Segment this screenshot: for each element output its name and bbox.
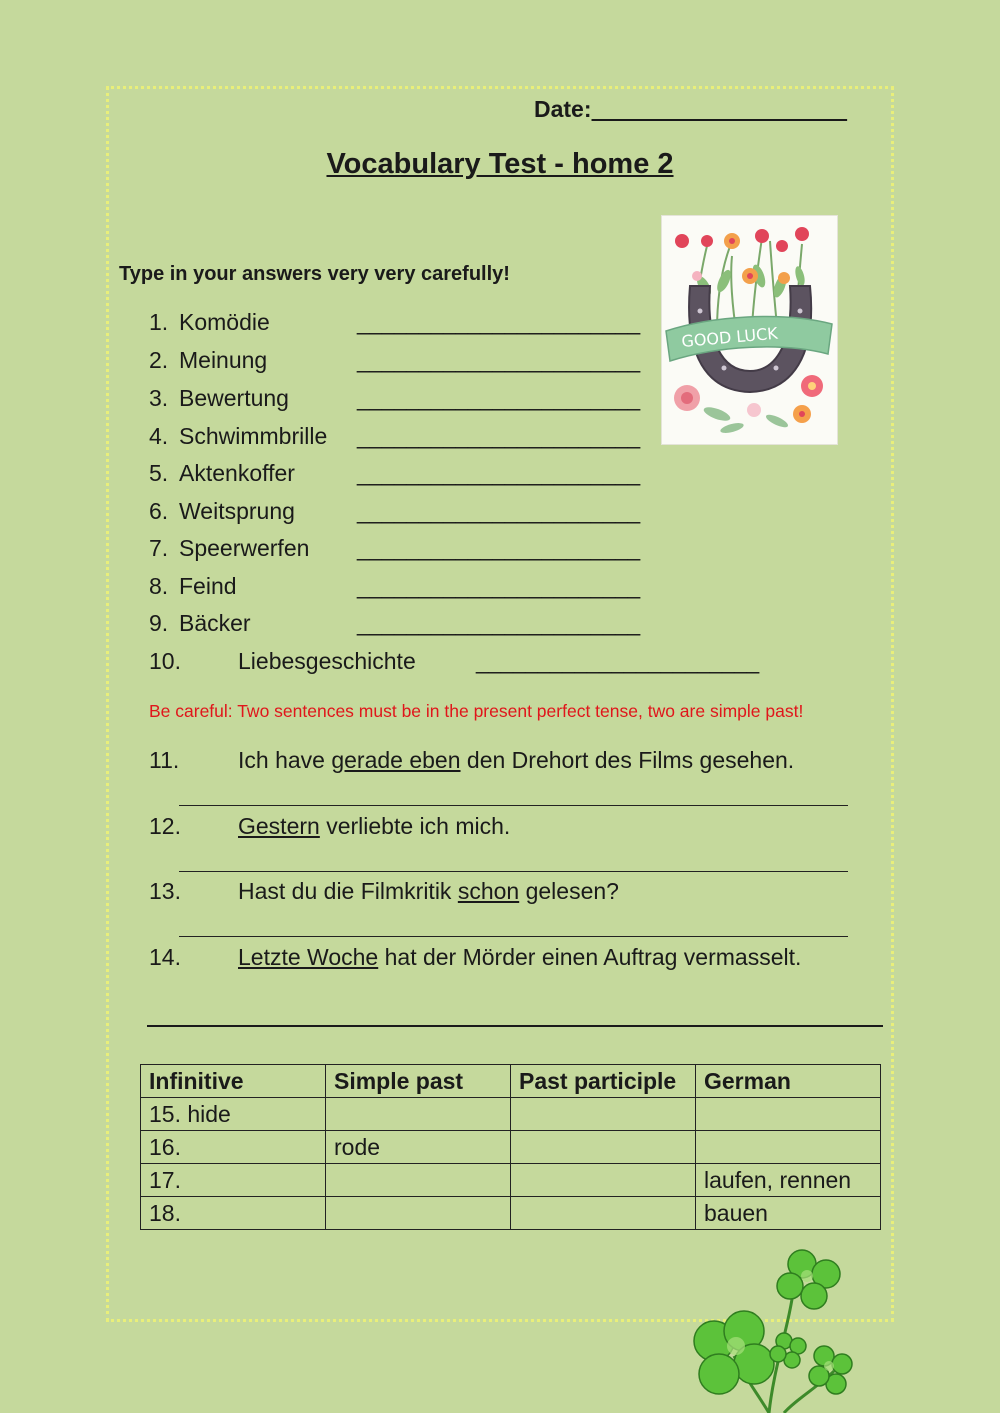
- vocab-word: Liebesgeschichte: [238, 648, 416, 674]
- sentence-number: 12.: [149, 813, 181, 839]
- table-cell: laufen, rennen: [696, 1164, 881, 1197]
- vocab-number: 8.: [149, 573, 169, 599]
- sentence-part: verliebte ich mich.: [319, 813, 511, 839]
- verb-forms-table: [140, 1064, 881, 1230]
- table-cell[interactable]: 16.: [141, 1131, 326, 1164]
- vocab-word: Weitsprung: [179, 498, 295, 524]
- answer-blank[interactable]: _______________________: [357, 573, 640, 599]
- vocab-word: Aktenkoffer: [179, 460, 295, 486]
- vocab-number: 1.: [149, 309, 169, 335]
- vocab-number: 6.: [149, 498, 169, 524]
- vocab-word: Komödie: [179, 309, 270, 335]
- banner-text: GOOD LUCK: [680, 323, 779, 351]
- table-cell[interactable]: [696, 1131, 881, 1164]
- sentence-time-marker: gerade eben: [331, 747, 461, 773]
- vocab-number: 9.: [149, 610, 169, 636]
- horseshoe-flowers-illustration: [662, 216, 837, 444]
- column-header: Simple past: [326, 1065, 511, 1098]
- table-cell[interactable]: [511, 1098, 696, 1131]
- sentence-answer-line[interactable]: [179, 936, 848, 937]
- sentence-text: [238, 878, 619, 905]
- table-cell: rode: [326, 1131, 511, 1164]
- answer-blank[interactable]: _______________________: [357, 347, 640, 373]
- date-field[interactable]: [534, 96, 847, 123]
- four-leaf-clover-decoration: [674, 1246, 874, 1413]
- table-cell: 15. hide: [141, 1098, 326, 1131]
- sentence-part: Ich have: [238, 747, 332, 773]
- sentence-text: [238, 747, 794, 774]
- vocab-number: 7.: [149, 535, 169, 561]
- date-label: Date:: [534, 96, 592, 122]
- answer-blank[interactable]: _______________________: [476, 648, 759, 674]
- vocab-word: Bewertung: [179, 385, 289, 411]
- sentence-time-marker: schon: [457, 878, 520, 904]
- sentence-part: den Drehort des Films gesehen.: [460, 747, 795, 773]
- table-row: [141, 1131, 881, 1164]
- tense-warning-note: Be careful: Two sentences must be in the present perfect tense, two are simple past!: [149, 701, 804, 721]
- vocab-number: 10.: [149, 648, 181, 674]
- answer-blank[interactable]: _______________________: [357, 423, 640, 449]
- sentence-number: 11.: [149, 747, 180, 773]
- column-header: Infinitive: [141, 1065, 326, 1098]
- sentence-text: [238, 944, 801, 971]
- sentence-number: 14.: [149, 944, 181, 970]
- table-cell[interactable]: [511, 1131, 696, 1164]
- vocab-word: Schwimmbrille: [179, 423, 328, 449]
- table-cell[interactable]: 17.: [141, 1164, 326, 1197]
- vocab-number: 2.: [149, 347, 169, 373]
- table-row: [141, 1098, 881, 1131]
- vocab-word: Meinung: [179, 347, 268, 373]
- vocab-word: Feind: [179, 573, 237, 599]
- sentence-part: gelesen?: [519, 878, 619, 904]
- sentence-time-marker: Gestern: [238, 813, 320, 839]
- table-cell[interactable]: 18.: [141, 1197, 326, 1230]
- table-row: [141, 1197, 881, 1230]
- answer-blank[interactable]: _______________________: [357, 385, 640, 411]
- answer-blank[interactable]: _______________________: [357, 535, 640, 561]
- table-cell[interactable]: [511, 1197, 696, 1230]
- vocab-number: 5.: [149, 460, 169, 486]
- vocab-number: 3.: [149, 385, 169, 411]
- answer-blank[interactable]: _______________________: [357, 460, 640, 486]
- table-cell[interactable]: [326, 1164, 511, 1197]
- date-blank[interactable]: [592, 96, 848, 122]
- sentence-part: Hast du die Filmkritik: [238, 878, 458, 904]
- sentence-part: hat der Mörder einen Auftrag vermasselt.: [378, 944, 802, 970]
- vocab-word: Speerwerfen: [179, 535, 310, 561]
- sentence-time-marker: Letzte Woche: [238, 944, 379, 970]
- column-header: Past participle: [511, 1065, 696, 1098]
- table-cell[interactable]: [696, 1098, 881, 1131]
- answer-blank[interactable]: _______________________: [357, 610, 640, 636]
- table-cell[interactable]: [511, 1164, 696, 1197]
- table-row: [141, 1164, 881, 1197]
- page-title: Vocabulary Test - home 2: [326, 148, 674, 180]
- table-header-row: [141, 1065, 881, 1098]
- table-cell[interactable]: [326, 1098, 511, 1131]
- sentence-number: 13.: [149, 878, 181, 904]
- vocab-number: 4.: [149, 423, 169, 449]
- table-cell: bauen: [696, 1197, 881, 1230]
- answer-blank[interactable]: _______________________: [357, 309, 640, 335]
- sentence-answer-line[interactable]: [147, 1025, 883, 1027]
- good-luck-card-image: [662, 216, 837, 444]
- sentence-text: [238, 813, 510, 840]
- sentence-answer-line[interactable]: [179, 871, 848, 872]
- column-header: German: [696, 1065, 881, 1098]
- sentence-answer-line[interactable]: [179, 805, 848, 806]
- vocab-word: Bäcker: [179, 610, 251, 636]
- instruction-text: Type in your answers very very carefully!: [119, 263, 510, 285]
- answer-blank[interactable]: _______________________: [357, 498, 640, 524]
- table-cell[interactable]: [326, 1197, 511, 1230]
